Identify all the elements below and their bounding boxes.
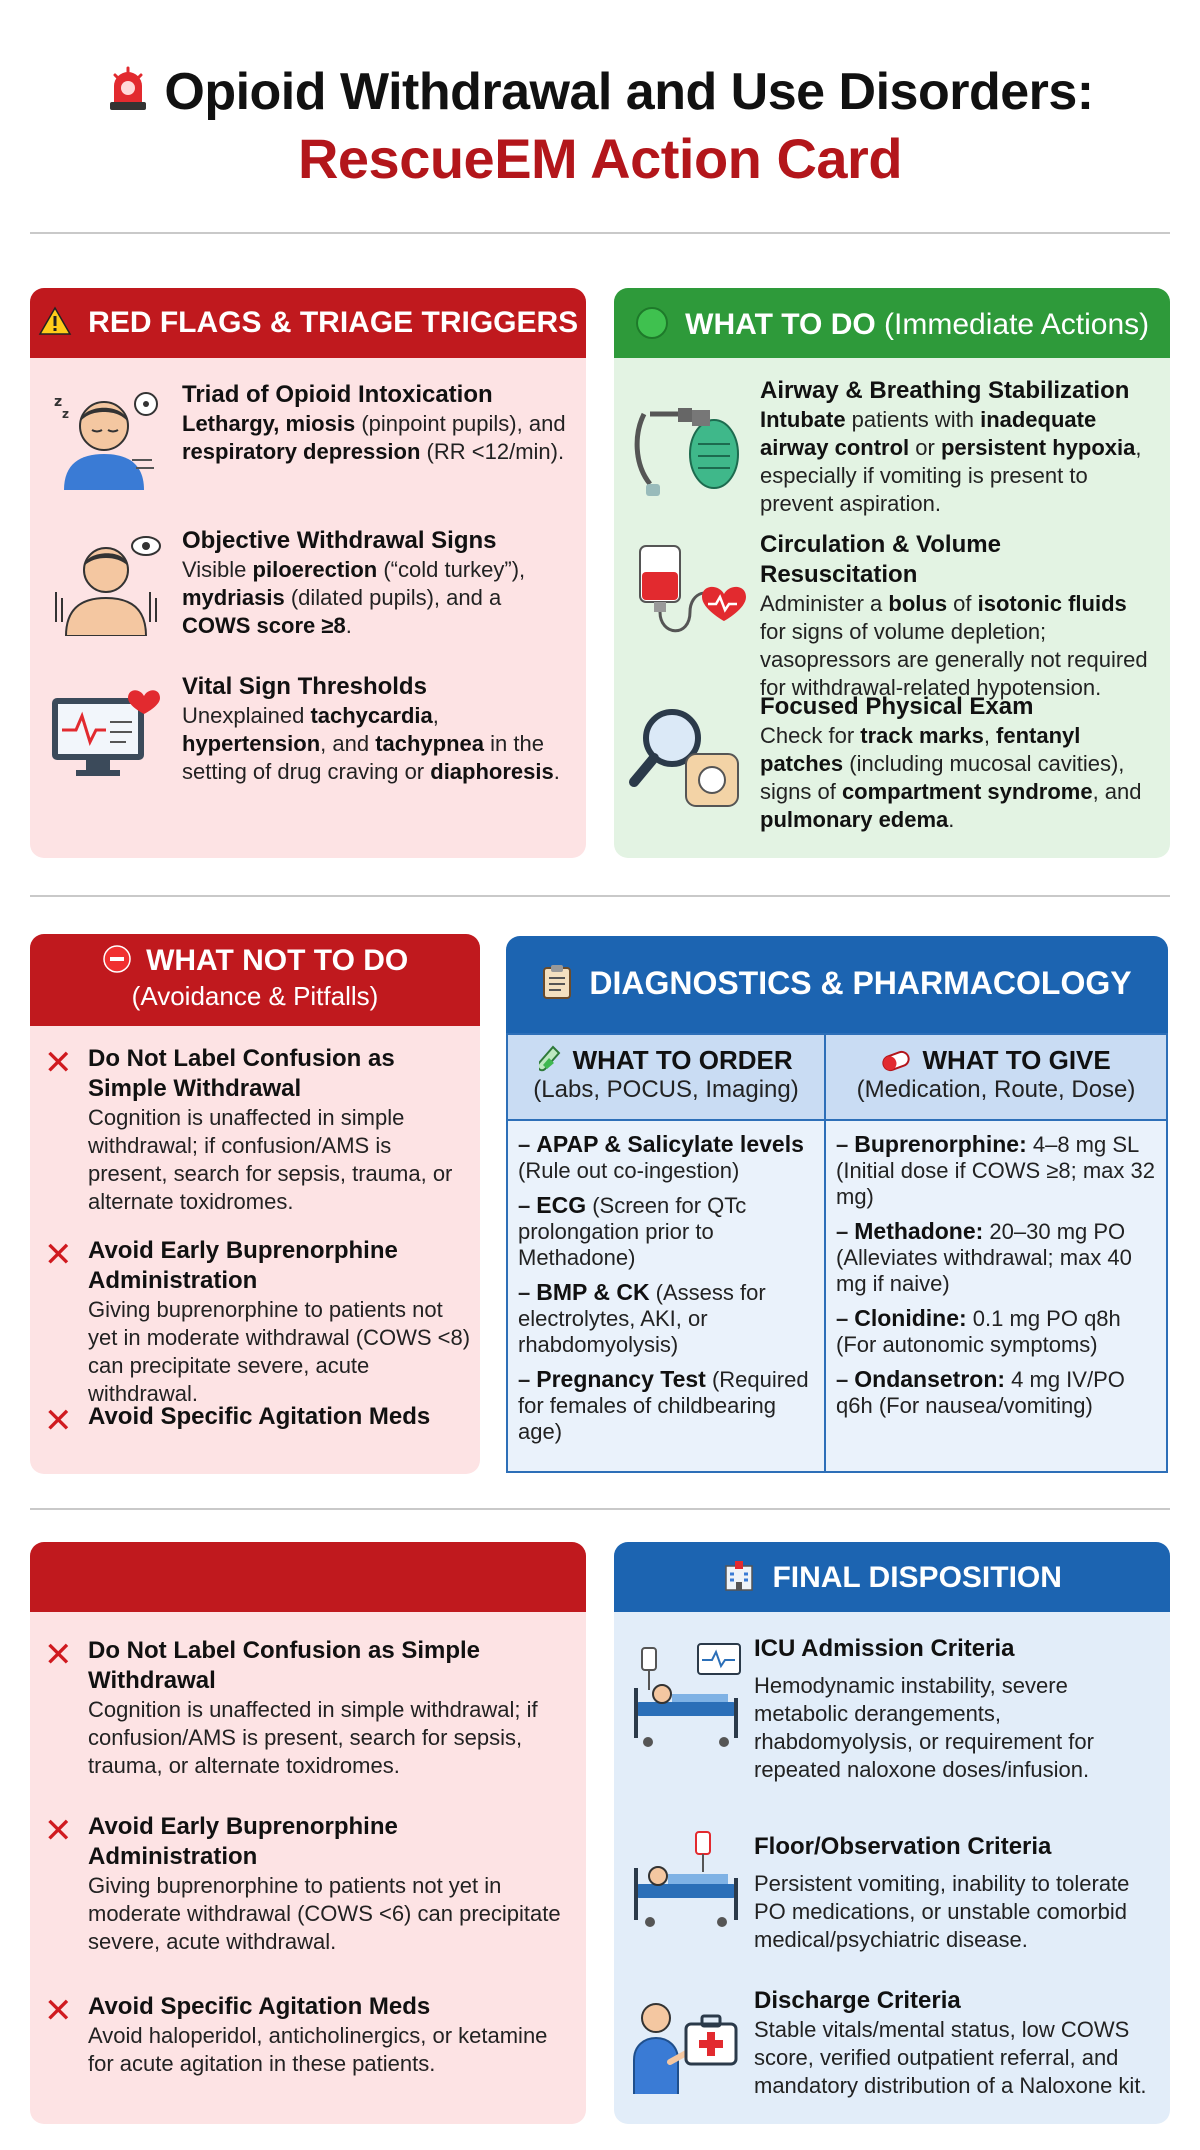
pitfalls-panel	[30, 1542, 586, 2124]
red-flag-item	[182, 526, 566, 640]
divider	[30, 1508, 1170, 1510]
item-title: Circulation & Volume Resuscitation	[760, 531, 1001, 588]
icu-bed-icon	[628, 1638, 744, 1753]
item-title: Do Not Label Confusion as Simple Withdrawal	[88, 1045, 395, 1102]
pitfall-item	[88, 1236, 472, 1408]
item-text: Check for track marks, fentanyl patches (including mucosal cavities), signs of compartment syndrome, and pulmonary edema.	[760, 723, 1142, 832]
siren-icon	[106, 65, 150, 125]
item-title: Vital Sign Thresholds	[182, 673, 427, 700]
item-text: Giving buprenorphine to patients not yet in moderate withdrawal (COWS <8) can precipitate severe, acute withdrawal.	[88, 1297, 471, 1406]
page-subtitle: RescueEM Action Card	[297, 127, 903, 190]
list-item: – ECG (Screen for QTc prolongation prior to Methadone)	[518, 1192, 747, 1270]
item-title: Avoid Specific Agitation Meds	[88, 1403, 431, 1430]
action-item	[760, 376, 1156, 518]
what-to-do-subtitle: (Immediate Actions)	[875, 308, 1150, 341]
item-text: Giving buprenorphine to patients not yet in moderate withdrawal (COWS <6) can precipitate severe, acute withdrawal.	[88, 1873, 561, 1954]
give-column-header	[826, 1035, 1166, 1121]
cross-icon: ✕	[44, 1402, 73, 1440]
list-item: – Methadone: 20–30 mg PO (Alleviates withdrawal; max 40 mg if naive)	[836, 1218, 1132, 1296]
item-text: Avoid haloperidol, anticholinergics, or ketamine for acute agitation in these patients.	[88, 2023, 548, 2076]
red-flag-item	[182, 672, 566, 786]
pitfall-item	[88, 1992, 570, 2078]
red-flags-panel	[30, 288, 586, 858]
hospital-icon	[722, 1561, 772, 1594]
svg-text:z: z	[62, 407, 69, 421]
item-title: Triad of Opioid Intoxication	[182, 381, 493, 408]
hospital-bed-icon	[628, 1828, 744, 1933]
item-title: Floor/Observation Criteria	[754, 1833, 1052, 1860]
airway-bag-icon	[628, 384, 748, 509]
vital-monitor-icon	[48, 682, 162, 787]
give-head: WHAT TO GIVE	[922, 1045, 1111, 1075]
svg-text:z: z	[54, 394, 63, 410]
item-text: Stable vitals/mental status, low COWS score, verified outpatient referral, and mandatory distribution of a Naloxone kit.	[754, 2017, 1147, 2098]
diagnostics-table	[506, 1033, 1168, 1473]
disposition-panel	[614, 1542, 1170, 2124]
warning-icon	[38, 306, 88, 339]
diagnostics-header	[506, 936, 1168, 1034]
order-column	[508, 1035, 826, 1471]
what-not-to-do-header	[30, 934, 480, 1026]
disposition-item	[754, 1832, 1154, 1954]
item-title: Avoid Early Buprenorphine Administration	[88, 1237, 398, 1294]
sleeping-person-icon	[50, 386, 162, 495]
pitfall-item	[88, 1812, 570, 1956]
discharge-kit-icon	[628, 1988, 744, 2103]
cross-icon: ✕	[44, 1236, 73, 1274]
what-to-do-header	[614, 288, 1170, 358]
list-item: – BMP & CK (Assess for electrolytes, AKI, or rhabdomyolysis)	[518, 1279, 766, 1357]
what-not-to-do-title: WHAT NOT TO DO	[146, 944, 409, 977]
page-title	[0, 62, 1200, 125]
red-flag-item	[182, 380, 566, 466]
disposition-item	[754, 1634, 1154, 1784]
order-sub: (Labs, POCUS, Imaging)	[533, 1076, 799, 1103]
list-item: – Clonidine: 0.1 mg PO q8h (For autonomic symptoms)	[836, 1305, 1121, 1357]
disposition-item	[754, 1986, 1158, 2100]
give-sub: (Medication, Route, Dose)	[856, 1076, 1136, 1103]
test-tube-icon	[539, 1045, 572, 1075]
item-title: Objective Withdrawal Signs	[182, 527, 497, 554]
pill-icon	[881, 1045, 922, 1075]
item-text: Lethargy, miosis (pinpoint pupils), and respiratory depression (RR <12/min).	[182, 411, 566, 464]
what-to-do-panel	[614, 288, 1170, 858]
order-head: WHAT TO ORDER	[572, 1045, 793, 1075]
what-not-to-do-subtitle: (Avoidance & Pitfalls)	[131, 981, 379, 1011]
item-title: Airway & Breathing Stabilization	[760, 377, 1130, 404]
title-line1: Opioid Withdrawal and Use Disorders:	[164, 63, 1094, 121]
divider	[30, 232, 1170, 234]
item-title: Avoid Early Buprenorphine Administration	[88, 1813, 398, 1870]
green-circle-icon	[635, 308, 685, 341]
disposition-title: FINAL DISPOSITION	[772, 1561, 1062, 1594]
pitfalls-header	[30, 1542, 586, 1612]
magnifier-patch-icon	[628, 698, 748, 819]
list-item: – Ondansetron: 4 mg IV/PO q6h (For nausea/vomiting)	[836, 1366, 1125, 1418]
action-item	[760, 692, 1156, 834]
cross-icon: ✕	[44, 1636, 73, 1674]
item-title: Focused Physical Exam	[760, 693, 1034, 720]
iv-bag-heart-icon	[628, 536, 748, 651]
give-column	[826, 1035, 1166, 1471]
item-title: Do Not Label Confusion as Simple Withdrawal	[88, 1637, 481, 1694]
list-item: – Pregnancy Test (Required for females of childbearing age)	[518, 1366, 809, 1444]
clipboard-icon	[542, 965, 589, 1001]
give-list	[836, 1131, 1160, 1427]
item-title: Avoid Specific Agitation Meds	[88, 1993, 431, 2020]
pitfall-item	[88, 1044, 468, 1216]
item-text: Persistent vomiting, inability to tolerate PO medications, or unstable comorbid medical/psychiatric disease.	[754, 1871, 1130, 1952]
divider	[30, 895, 1170, 897]
pitfall-item	[88, 1636, 570, 1780]
item-text: Visible piloerection (“cold turkey”), mydriasis (dilated pupils), and a COWS score ≥8.	[182, 557, 526, 638]
diagnostics-title: DIAGNOSTICS & PHARMACOLOGY	[589, 965, 1132, 1001]
cross-icon: ✕	[44, 1044, 73, 1082]
action-item	[760, 530, 1156, 702]
disposition-header	[614, 1542, 1170, 1612]
item-text: Unexplained tachycardia, hypertension, and tachypnea in the setting of drug craving or diaphoresis.	[182, 703, 560, 784]
item-text: Cognition is unaffected in simple withdrawal; if confusion/AMS is present, search for sepsis, trauma, or alternate toxidromes.	[88, 1105, 453, 1214]
cross-icon: ✕	[44, 1812, 73, 1850]
item-text: Administer a bolus of isotonic fluids for signs of volume depletion; vasopressors are generally not required for withdrawal-related hypotension.	[760, 591, 1148, 700]
order-list	[518, 1131, 818, 1453]
what-not-to-do-panel	[30, 934, 480, 1474]
pitfall-item	[88, 1402, 472, 1432]
item-title: ICU Admission Criteria	[754, 1635, 1015, 1662]
order-column-header	[508, 1035, 824, 1121]
red-flags-header	[30, 288, 586, 358]
item-text: Intubate patients with inadequate airway control or persistent hypoxia, especially if vomiting is present to prevent aspiration.	[760, 407, 1142, 516]
stop-icon	[102, 944, 146, 977]
list-item: – APAP & Salicylate levels (Rule out co-ingestion)	[518, 1131, 804, 1183]
cross-icon: ✕	[44, 1992, 73, 2030]
item-title: Discharge Criteria	[754, 1987, 961, 2014]
what-to-do-title: WHAT TO DO	[685, 308, 876, 341]
withdrawal-person-icon	[50, 532, 162, 641]
red-flags-title: RED FLAGS & TRIAGE TRIGGERS	[88, 306, 579, 339]
item-text: Hemodynamic instability, severe metabolic derangements, rhabdomyolysis, or requirement for repeated naloxone doses/infusion.	[754, 1673, 1094, 1782]
list-item: – Buprenorphine: 4–8 mg SL (Initial dose if COWS ≥8; max 32 mg)	[836, 1131, 1155, 1209]
item-text: Cognition is unaffected in simple withdrawal; if confusion/AMS is present, search for sepsis, trauma, or alternate toxidromes.	[88, 1697, 538, 1778]
